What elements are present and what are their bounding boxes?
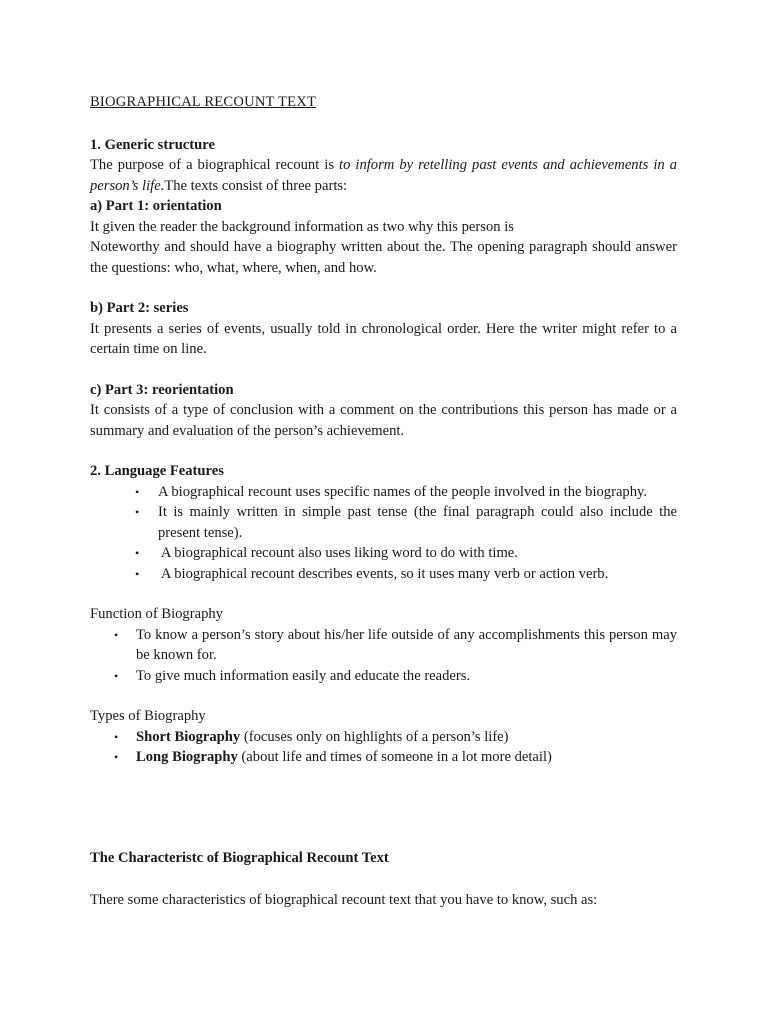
part2-heading: b) Part 2: series bbox=[90, 300, 189, 316]
list-item-text: A biographical recount describes events, so it uses many verb or action verb. bbox=[158, 565, 609, 582]
type-name: Short Biography bbox=[136, 728, 241, 745]
bullet-icon: • bbox=[114, 627, 119, 642]
types-list bbox=[90, 727, 677, 768]
bullet-icon: • bbox=[135, 484, 140, 499]
bullet-icon: • bbox=[135, 566, 140, 581]
characteristics-intro: There some characteristics of biographical recount text that you have to know, such as: bbox=[90, 892, 598, 908]
section-heading-language-features: 2. Language Features bbox=[90, 463, 224, 479]
document-body bbox=[90, 92, 677, 911]
bullet-icon: • bbox=[114, 750, 119, 764]
list-item-text: A biographical recount also uses liking word to do with time. bbox=[158, 545, 518, 561]
bullet-icon: • bbox=[114, 729, 119, 744]
function-list bbox=[90, 625, 677, 687]
intro-plain-text: The purpose of a biographical recount is bbox=[90, 157, 340, 173]
part1-heading: a) Part 1: orientation bbox=[90, 198, 222, 214]
part2-text: It presents a series of events, usually told in chronological order. Here the writer might refer to a certain time on line. bbox=[90, 320, 677, 357]
function-heading: Function of Biography bbox=[90, 606, 223, 622]
list-item bbox=[90, 482, 677, 503]
part3-text: It consists of a type of conclusion with a comment on the contributions this person has made or a summary and evaluation of the person’s achievement. bbox=[90, 402, 677, 439]
document-title: BIOGRAPHICAL RECOUNT TEXT bbox=[90, 94, 317, 110]
intro-italic-text: to inform by retelling past events and achievements in a person’s life. bbox=[90, 157, 677, 194]
list-item-text: It is mainly written in simple past tense (the final paragraph could also include the present tense). bbox=[158, 504, 677, 541]
characteristics-heading: The Characteristc of Biographical Recount Text bbox=[90, 849, 389, 866]
list-item bbox=[90, 564, 677, 585]
part3-heading: c) Part 3: reorientation bbox=[90, 381, 234, 398]
generic-structure-intro bbox=[90, 155, 677, 196]
language-features-list bbox=[90, 482, 677, 585]
types-heading: Types of Biography bbox=[90, 708, 206, 724]
list-item bbox=[90, 666, 677, 687]
bullet-icon: • bbox=[114, 668, 119, 683]
section-heading-generic-structure: 1. Generic structure bbox=[90, 136, 215, 153]
part1-line2: Noteworthy and should have a biography written about the. The opening paragraph should answer the questions: who, what, where, when, and how. bbox=[90, 239, 677, 276]
list-item bbox=[90, 747, 677, 768]
part1-line1: It given the reader the background information as two why this person is bbox=[90, 218, 514, 235]
list-item bbox=[90, 727, 677, 748]
list-item bbox=[90, 502, 677, 543]
intro-tail-text: The texts consist of three parts: bbox=[164, 177, 348, 194]
list-item-text: A biographical recount uses specific names of the people involved in the biography. bbox=[158, 483, 648, 500]
type-description: (about life and times of someone in a lot more detail) bbox=[237, 749, 552, 765]
list-item-text: To know a person’s story about his/her life outside of any accomplishments this person may be known for. bbox=[136, 626, 677, 663]
bullet-icon: • bbox=[135, 505, 140, 519]
list-item bbox=[90, 543, 677, 564]
bullet-icon: • bbox=[135, 546, 140, 560]
type-description: (focuses only on highlights of a person’s life) bbox=[240, 728, 509, 745]
type-name: Long Biography bbox=[136, 749, 238, 765]
list-item-text: To give much information easily and educate the readers. bbox=[136, 667, 471, 684]
list-item bbox=[90, 625, 677, 666]
